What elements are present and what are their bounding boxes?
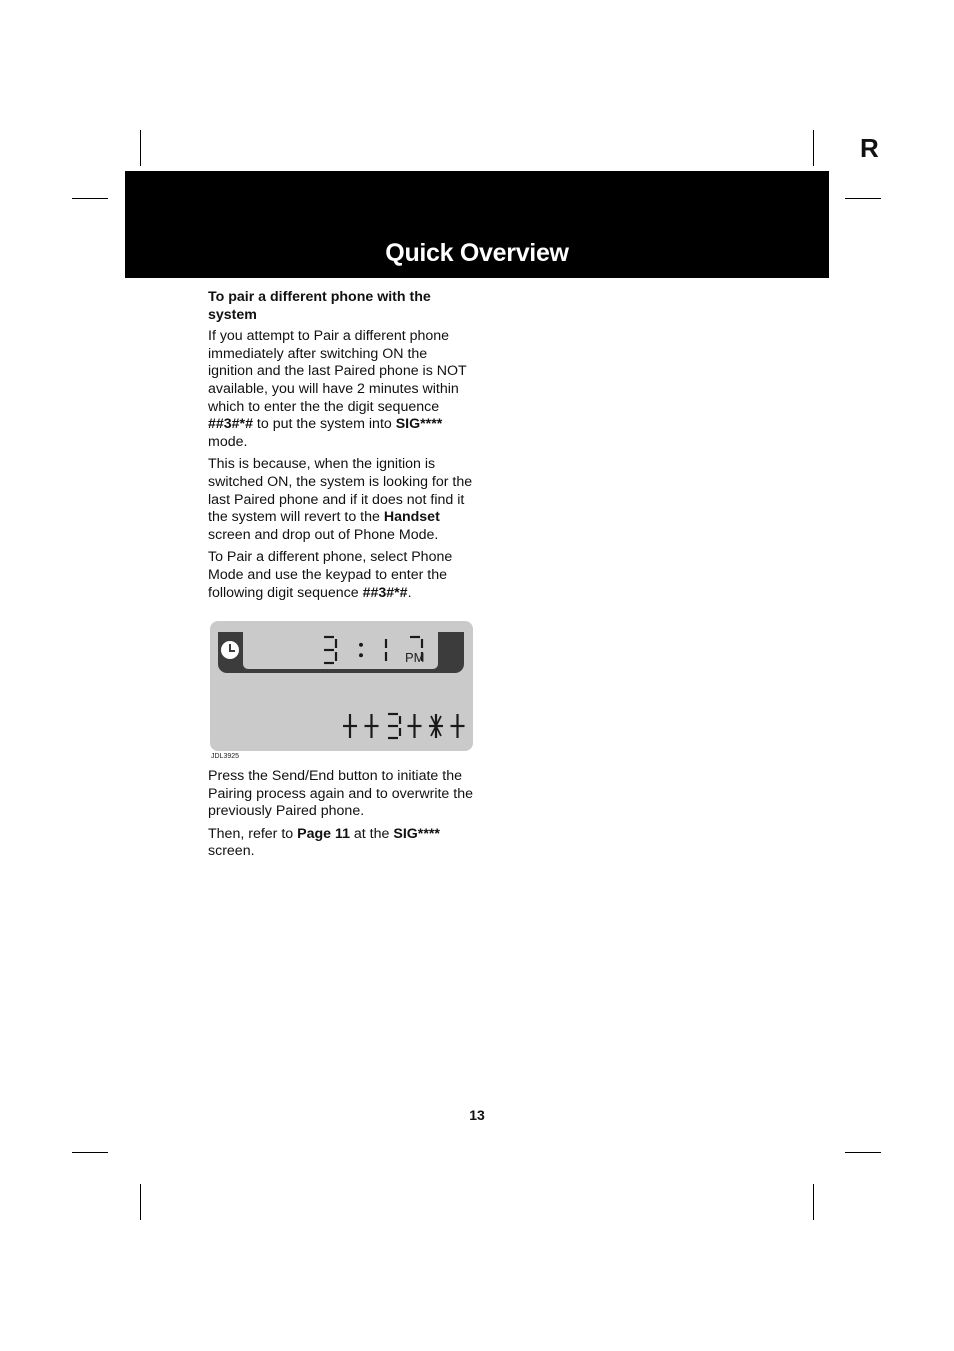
paragraph-3: To Pair a different phone, select Phone Mode and use the keypad to enter the following digit sequence ##3#*#. xyxy=(208,549,453,601)
lcd-display-illustration xyxy=(210,621,473,751)
section-letter: R xyxy=(860,133,879,163)
header-bar xyxy=(125,171,829,278)
crop-mark xyxy=(845,198,881,199)
page-title: Quick Overview xyxy=(385,239,569,267)
crop-mark xyxy=(72,1152,108,1153)
lcd-segments xyxy=(210,621,473,751)
crop-mark xyxy=(813,130,814,166)
lcd-time-colon-dot xyxy=(359,643,363,647)
crop-mark xyxy=(72,198,108,199)
paragraph-5: Then, refer to Page 11 at the SIG**** screen. xyxy=(208,825,440,860)
crop-mark xyxy=(845,1152,881,1153)
paragraph-1: If you attempt to Pair a different phone immediately after switching ON the ignition and the last Paired phone is NOT available, you will have 2 minutes within which to enter the the digit sequence ##3#*# to put the system into SIG**** mode. xyxy=(208,328,467,450)
main-text-column-2 xyxy=(208,768,476,866)
crop-mark xyxy=(140,130,141,166)
lcd-time-colon-dot xyxy=(359,653,363,657)
paragraph-2: This is because, when the ignition is switched ON, the system is looking for the last Paired phone and if it does not find it the system will revert to the Handset screen and drop out of Phone Mode. xyxy=(208,456,473,543)
main-text-column xyxy=(208,289,476,607)
paragraph-4: Press the Send/End button to initiate the Pairing process again and to overwrite the previously Paired phone. xyxy=(208,768,473,820)
image-code: JDL3925 xyxy=(211,753,240,760)
crop-mark xyxy=(140,1184,141,1220)
lcd-pm: PM xyxy=(405,650,425,665)
page-number: 13 xyxy=(469,1107,485,1123)
crop-mark xyxy=(813,1184,814,1220)
section-heading: To pair a different phone with the system xyxy=(208,289,431,323)
